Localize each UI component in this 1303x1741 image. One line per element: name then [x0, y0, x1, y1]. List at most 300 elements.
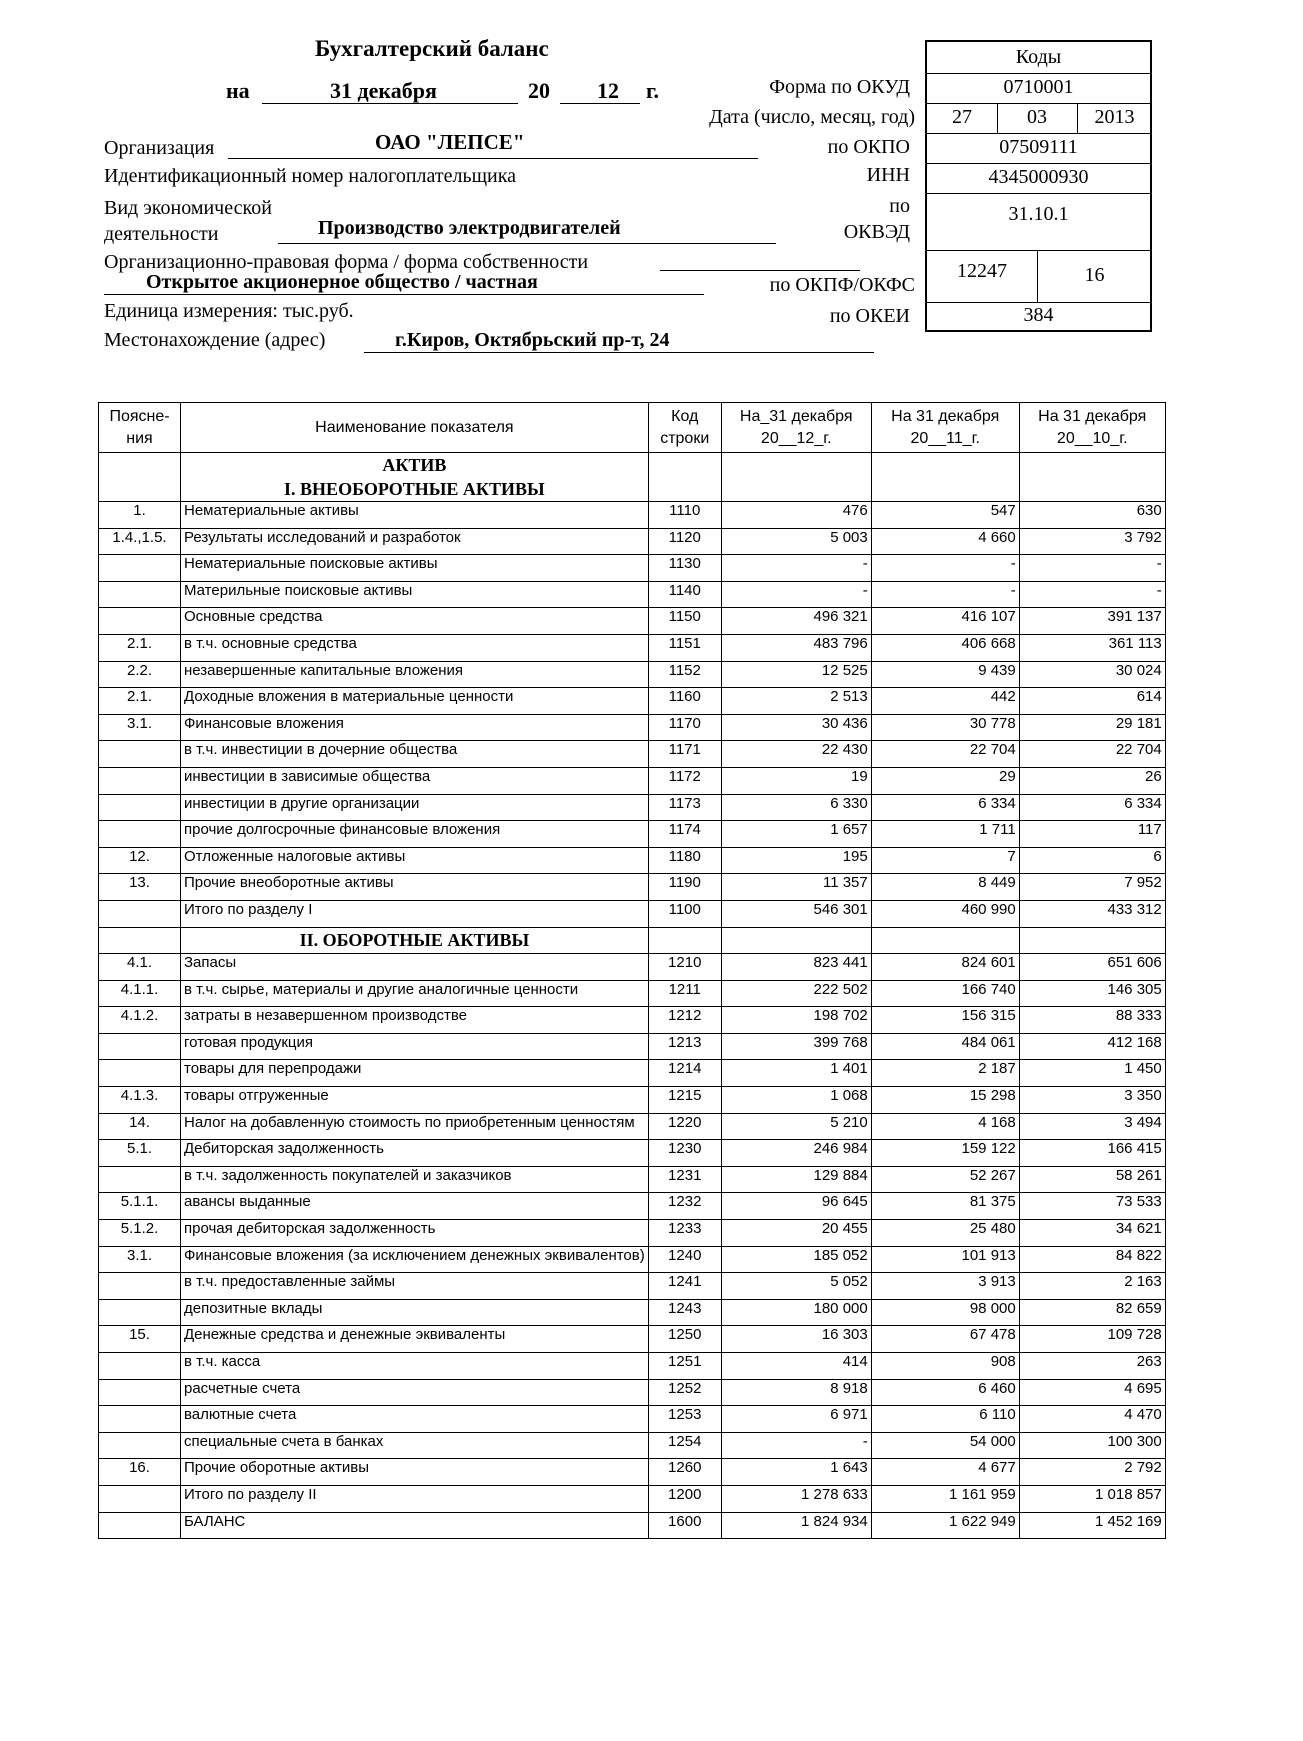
organization-label: Организация [104, 137, 215, 159]
value-2011-cell: 6 460 [871, 1379, 1019, 1406]
table-row [99, 1060, 1166, 1087]
okved-label-1: по [889, 195, 910, 217]
value-2011-cell: 6 110 [871, 1406, 1019, 1433]
value-2012-cell: 246 984 [721, 1140, 871, 1167]
value-2012-cell: 1 824 934 [721, 1512, 871, 1539]
indicator-name-cell: в т.ч. предоставленные займы [181, 1273, 649, 1300]
indicator-name-cell: Итого по разделу II [181, 1485, 649, 1512]
note-cell [99, 741, 181, 768]
aktiv-title: АКТИВ [382, 455, 447, 475]
note-cell [99, 1379, 181, 1406]
value-2010-cell: 7 952 [1019, 874, 1165, 901]
table-row [99, 1353, 1166, 1380]
table-row [99, 954, 1166, 981]
indicator-name-cell: прочая дебиторская задолженность [181, 1220, 649, 1247]
okopf-value: 12247 [957, 260, 1007, 282]
value-2011-cell: 547 [871, 502, 1019, 529]
line-code-cell: 1215 [648, 1087, 721, 1114]
section-2-title: II. ОБОРОТНЫЕ АКТИВЫ [299, 929, 530, 950]
okfs-value: 16 [1084, 264, 1105, 286]
note-cell [99, 608, 181, 635]
line-code-cell: 1232 [648, 1193, 721, 1220]
value-2012-cell: 19 [721, 767, 871, 794]
table-row [99, 555, 1166, 582]
indicator-name-cell: Итого по разделу I [181, 900, 649, 927]
col-2012-header: На_31 декабря 20__12_г. [721, 403, 871, 453]
line-code-cell: 1243 [648, 1299, 721, 1326]
value-2012-cell: 222 502 [721, 980, 871, 1007]
okud-value: 0710001 [1003, 76, 1074, 98]
value-2011-cell: 1 711 [871, 821, 1019, 848]
line-code-cell: 1251 [648, 1353, 721, 1380]
col-name-header: Наименование показателя [181, 403, 649, 453]
table-row [99, 1326, 1166, 1353]
note-cell: 2.1. [99, 634, 181, 661]
line-code-cell: 1110 [648, 502, 721, 529]
section-1-title: I. ВНЕОБОРОТНЫЕ АКТИВЫ [284, 479, 545, 499]
value-2012-cell: 6 330 [721, 794, 871, 821]
value-2011-cell: 442 [871, 688, 1019, 715]
value-2012-cell: 195 [721, 847, 871, 874]
line-code-cell: 1170 [648, 714, 721, 741]
table-row [99, 741, 1166, 768]
indicator-name-cell: Нематериальные активы [181, 502, 649, 529]
table-row [99, 1379, 1166, 1406]
okopf-label: по ОКПФ/ОКФС [769, 274, 915, 296]
value-2012-cell: 12 525 [721, 661, 871, 688]
line-code-cell: 1260 [648, 1459, 721, 1486]
line-code-cell: 1151 [648, 634, 721, 661]
okved-value: 31.10.1 [1008, 203, 1069, 225]
table-row [99, 1406, 1166, 1433]
line-code-cell: 1213 [648, 1033, 721, 1060]
value-2012-cell: 180 000 [721, 1299, 871, 1326]
report-year-suffix: 12 [597, 78, 619, 103]
value-2010-cell: 109 728 [1019, 1326, 1165, 1353]
indicator-name-cell: авансы выданные [181, 1193, 649, 1220]
col-note-header: Поясне- ния [99, 403, 181, 453]
value-2010-cell: - [1019, 555, 1165, 582]
value-2012-cell: 399 768 [721, 1033, 871, 1060]
indicator-name-cell: инвестиции в зависимые общества [181, 767, 649, 794]
indicator-name-cell: специальные счета в банках [181, 1432, 649, 1459]
value-2011-cell: 6 334 [871, 794, 1019, 821]
value-2012-cell: 546 301 [721, 900, 871, 927]
value-2012-cell: 16 303 [721, 1326, 871, 1353]
value-2011-cell: 908 [871, 1353, 1019, 1380]
table-row [99, 1459, 1166, 1486]
activity-label-1: Вид экономической [104, 197, 272, 219]
value-2011-cell: 156 315 [871, 1007, 1019, 1034]
line-code-cell: 1130 [648, 555, 721, 582]
table-row [99, 1220, 1166, 1247]
value-2010-cell: 117 [1019, 821, 1165, 848]
note-cell: 12. [99, 847, 181, 874]
value-2012-cell: 823 441 [721, 954, 871, 981]
line-code-cell: 1173 [648, 794, 721, 821]
value-2010-cell: 3 350 [1019, 1087, 1165, 1114]
indicator-name-cell: товары отгруженные [181, 1087, 649, 1114]
report-year-prefix: 20 [528, 78, 550, 103]
indicator-name-cell: в т.ч. касса [181, 1353, 649, 1380]
date-prefix: на [226, 78, 250, 103]
line-code-cell: 1233 [648, 1220, 721, 1247]
indicator-name-cell: Материльные поисковые активы [181, 581, 649, 608]
value-2011-cell: - [871, 555, 1019, 582]
note-cell [99, 900, 181, 927]
value-2012-cell: 96 645 [721, 1193, 871, 1220]
value-2010-cell: 651 606 [1019, 954, 1165, 981]
table-row [99, 714, 1166, 741]
address-label: Местонахождение (адрес) [104, 329, 326, 351]
activity-value: Производство электродвигателей [318, 217, 621, 239]
table-row [99, 1299, 1166, 1326]
codes-title: Коды [1015, 46, 1062, 68]
table-row [99, 502, 1166, 529]
line-code-cell: 1200 [648, 1485, 721, 1512]
note-cell: 5.1. [99, 1140, 181, 1167]
value-2010-cell: 1 452 169 [1019, 1512, 1165, 1539]
line-code-cell: 1180 [648, 847, 721, 874]
line-code-cell: 1100 [648, 900, 721, 927]
date-month-value: 03 [1027, 106, 1047, 128]
indicator-name-cell: инвестиции в другие организации [181, 794, 649, 821]
note-cell [99, 1512, 181, 1539]
line-code-cell: 1160 [648, 688, 721, 715]
table-row [99, 688, 1166, 715]
value-2010-cell: 1 450 [1019, 1060, 1165, 1087]
table-row [99, 528, 1166, 555]
note-cell [99, 821, 181, 848]
line-code-cell: 1210 [648, 954, 721, 981]
indicator-name-cell: депозитные вклады [181, 1299, 649, 1326]
note-cell [99, 1406, 181, 1433]
table-row [99, 874, 1166, 901]
note-cell: 3.1. [99, 1246, 181, 1273]
value-2012-cell: 1 657 [721, 821, 871, 848]
okved-label-2: ОКВЭД [843, 221, 910, 243]
value-2011-cell: 1 622 949 [871, 1512, 1019, 1539]
value-2010-cell: 146 305 [1019, 980, 1165, 1007]
value-2011-cell: 824 601 [871, 954, 1019, 981]
inn-code-label: ИНН [866, 164, 910, 186]
indicator-name-cell: валютные счета [181, 1406, 649, 1433]
value-2010-cell: 263 [1019, 1353, 1165, 1380]
value-2011-cell: 484 061 [871, 1033, 1019, 1060]
section-1-header-row [99, 453, 1166, 502]
indicator-name-cell: Прочие оборотные активы [181, 1459, 649, 1486]
note-cell: 16. [99, 1459, 181, 1486]
table-row [99, 1246, 1166, 1273]
value-2011-cell: 7 [871, 847, 1019, 874]
value-2010-cell: 100 300 [1019, 1432, 1165, 1459]
value-2012-cell: 20 455 [721, 1220, 871, 1247]
indicator-name-cell: Прочие внеоборотные активы [181, 874, 649, 901]
organization-name: ОАО "ЛЕПСЕ" [375, 130, 525, 154]
value-2010-cell: 433 312 [1019, 900, 1165, 927]
value-2011-cell: 25 480 [871, 1220, 1019, 1247]
value-2011-cell: 4 168 [871, 1113, 1019, 1140]
note-cell [99, 794, 181, 821]
legal-form-value: Открытое акционерное общество / частная [146, 271, 538, 293]
value-2010-cell: 412 168 [1019, 1033, 1165, 1060]
value-2012-cell: 414 [721, 1353, 871, 1380]
value-2010-cell: 30 024 [1019, 661, 1165, 688]
line-code-cell: 1140 [648, 581, 721, 608]
value-2011-cell: 3 913 [871, 1273, 1019, 1300]
note-cell: 4.1. [99, 954, 181, 981]
line-code-cell: 1120 [648, 528, 721, 555]
line-code-cell: 1211 [648, 980, 721, 1007]
value-2011-cell: 30 778 [871, 714, 1019, 741]
value-2012-cell: 22 430 [721, 741, 871, 768]
okud-label: Форма по ОКУД [769, 76, 910, 98]
value-2012-cell: - [721, 555, 871, 582]
value-2011-cell: 166 740 [871, 980, 1019, 1007]
okpo-value: 07509111 [999, 136, 1078, 158]
indicator-name-cell: в т.ч. инвестиции в дочерние общества [181, 741, 649, 768]
indicator-name-cell: в т.ч. основные средства [181, 634, 649, 661]
note-cell [99, 1432, 181, 1459]
value-2010-cell: 3 792 [1019, 528, 1165, 555]
note-cell [99, 1299, 181, 1326]
indicator-name-cell: Нематериальные поисковые активы [181, 555, 649, 582]
note-cell [99, 1033, 181, 1060]
value-2012-cell: 496 321 [721, 608, 871, 635]
value-2010-cell: 84 822 [1019, 1246, 1165, 1273]
table-row [99, 980, 1166, 1007]
table-row [99, 1273, 1166, 1300]
table-row [99, 794, 1166, 821]
line-code-cell: 1230 [648, 1140, 721, 1167]
value-2011-cell: 54 000 [871, 1432, 1019, 1459]
value-2011-cell: 98 000 [871, 1299, 1019, 1326]
line-code-cell: 1254 [648, 1432, 721, 1459]
value-2012-cell: 198 702 [721, 1007, 871, 1034]
value-2012-cell: 1 278 633 [721, 1485, 871, 1512]
value-2010-cell: 614 [1019, 688, 1165, 715]
table-row [99, 1140, 1166, 1167]
value-2011-cell: 8 449 [871, 874, 1019, 901]
value-2010-cell: 4 695 [1019, 1379, 1165, 1406]
address-value: г.Киров, Октябрьский пр-т, 24 [395, 329, 670, 351]
value-2011-cell: 460 990 [871, 900, 1019, 927]
table-row [99, 634, 1166, 661]
value-2010-cell: 2 792 [1019, 1459, 1165, 1486]
table-row [99, 767, 1166, 794]
value-2011-cell: - [871, 581, 1019, 608]
value-2011-cell: 406 668 [871, 634, 1019, 661]
value-2010-cell: 3 494 [1019, 1113, 1165, 1140]
value-2012-cell: 6 971 [721, 1406, 871, 1433]
line-code-cell: 1214 [648, 1060, 721, 1087]
date-code-label: Дата (число, месяц, год) [709, 106, 915, 128]
value-2012-cell: 1 401 [721, 1060, 871, 1087]
note-cell [99, 581, 181, 608]
value-2012-cell: 2 513 [721, 688, 871, 715]
table-row [99, 847, 1166, 874]
line-code-cell: 1150 [648, 608, 721, 635]
table-row [99, 1432, 1166, 1459]
value-2010-cell: 58 261 [1019, 1166, 1165, 1193]
note-cell: 4.1.3. [99, 1087, 181, 1114]
value-2010-cell: 88 333 [1019, 1007, 1165, 1034]
value-2010-cell: 22 704 [1019, 741, 1165, 768]
table-row [99, 821, 1166, 848]
note-cell: 1.4.,1.5. [99, 528, 181, 555]
value-2011-cell: 81 375 [871, 1193, 1019, 1220]
indicator-name-cell: Дебиторская задолженность [181, 1140, 649, 1167]
indicator-name-cell: товары для перепродажи [181, 1060, 649, 1087]
value-2012-cell: 11 357 [721, 874, 871, 901]
line-code-cell: 1152 [648, 661, 721, 688]
value-2010-cell: 82 659 [1019, 1299, 1165, 1326]
value-2011-cell: 52 267 [871, 1166, 1019, 1193]
note-cell [99, 1485, 181, 1512]
line-code-cell: 1253 [648, 1406, 721, 1433]
value-2011-cell: 22 704 [871, 741, 1019, 768]
balance-total-row [99, 1512, 1166, 1539]
line-code-cell: 1231 [648, 1166, 721, 1193]
codes-box [925, 40, 1152, 332]
line-code-cell: 1212 [648, 1007, 721, 1034]
table-row [99, 1087, 1166, 1114]
value-2010-cell: 361 113 [1019, 634, 1165, 661]
value-2011-cell: 4 677 [871, 1459, 1019, 1486]
indicator-name-cell: готовая продукция [181, 1033, 649, 1060]
value-2011-cell: 416 107 [871, 608, 1019, 635]
value-2012-cell: 129 884 [721, 1166, 871, 1193]
value-2011-cell: 4 660 [871, 528, 1019, 555]
indicator-name-cell: Денежные средства и денежные эквиваленты [181, 1326, 649, 1353]
note-cell: 2.2. [99, 661, 181, 688]
date-day-value: 27 [952, 106, 972, 128]
report-year-g: г. [646, 78, 660, 103]
value-2011-cell: 29 [871, 767, 1019, 794]
indicator-name-cell: Основные средства [181, 608, 649, 635]
value-2011-cell: 1 161 959 [871, 1485, 1019, 1512]
value-2012-cell: 476 [721, 502, 871, 529]
value-2010-cell: - [1019, 581, 1165, 608]
inn-value: 4345000930 [988, 166, 1089, 188]
note-cell [99, 1166, 181, 1193]
table-row [99, 1007, 1166, 1034]
balance-table [98, 402, 1166, 1539]
okei-label: по ОКЕИ [829, 305, 910, 327]
date-year-value: 2013 [1094, 106, 1135, 128]
col-code-header: Код строки [648, 403, 721, 453]
value-2011-cell: 9 439 [871, 661, 1019, 688]
inn-label: Идентификационный номер налогоплательщика [104, 165, 517, 187]
note-cell [99, 1273, 181, 1300]
activity-label-2: деятельности [104, 223, 219, 245]
line-code-cell: 1172 [648, 767, 721, 794]
table-row [99, 1193, 1166, 1220]
note-cell: 14. [99, 1113, 181, 1140]
col-2011-header: На 31 декабря 20__11_г. [871, 403, 1019, 453]
line-code-cell: 1171 [648, 741, 721, 768]
unit-label: Единица измерения: тыс.руб. [104, 300, 354, 322]
line-code-cell: 1240 [648, 1246, 721, 1273]
value-2011-cell: 67 478 [871, 1326, 1019, 1353]
note-cell: 15. [99, 1326, 181, 1353]
value-2010-cell: 391 137 [1019, 608, 1165, 635]
value-2012-cell: 483 796 [721, 634, 871, 661]
value-2010-cell: 26 [1019, 767, 1165, 794]
value-2010-cell: 2 163 [1019, 1273, 1165, 1300]
note-cell [99, 1060, 181, 1087]
note-cell: 4.1.1. [99, 980, 181, 1007]
value-2010-cell: 166 415 [1019, 1140, 1165, 1167]
line-code-cell: 1241 [648, 1273, 721, 1300]
col-2010-header: На 31 декабря 20__10_г. [1019, 403, 1165, 453]
value-2011-cell: 101 913 [871, 1246, 1019, 1273]
line-code-cell: 1174 [648, 821, 721, 848]
table-header-row [99, 403, 1166, 453]
legal-form-label: Организационно-правовая форма / форма собственности [104, 251, 589, 273]
value-2012-cell: 5 052 [721, 1273, 871, 1300]
document-title: Бухгалтерский баланс [315, 36, 549, 61]
value-2012-cell: - [721, 1432, 871, 1459]
indicator-name-cell: Финансовые вложения (за исключением денежных эквивалентов) [181, 1246, 649, 1273]
section-2-total-row [99, 1485, 1166, 1512]
report-date: 31 декабря [330, 78, 437, 103]
table-row [99, 661, 1166, 688]
table-row [99, 1166, 1166, 1193]
value-2010-cell: 6 [1019, 847, 1165, 874]
indicator-name-cell: Запасы [181, 954, 649, 981]
value-2010-cell: 6 334 [1019, 794, 1165, 821]
value-2012-cell: 8 918 [721, 1379, 871, 1406]
line-code-cell: 1220 [648, 1113, 721, 1140]
note-cell: 13. [99, 874, 181, 901]
indicator-name-cell: Финансовые вложения [181, 714, 649, 741]
section-2-header-row [99, 927, 1166, 954]
line-code-cell: 1190 [648, 874, 721, 901]
value-2012-cell: 185 052 [721, 1246, 871, 1273]
indicator-name-cell: Налог на добавленную стоимость по приобретенным ценностям [181, 1113, 649, 1140]
table-row [99, 608, 1166, 635]
indicator-name-cell: незавершенные капитальные вложения [181, 661, 649, 688]
value-2011-cell: 159 122 [871, 1140, 1019, 1167]
indicator-name-cell: затраты в незавершенном производстве [181, 1007, 649, 1034]
indicator-name-cell: Отложенные налоговые активы [181, 847, 649, 874]
indicator-name-cell: Результаты исследований и разработок [181, 528, 649, 555]
section-1-total-row [99, 900, 1166, 927]
value-2011-cell: 15 298 [871, 1087, 1019, 1114]
line-code-cell: 1250 [648, 1326, 721, 1353]
value-2010-cell: 34 621 [1019, 1220, 1165, 1247]
okei-value: 384 [1023, 304, 1054, 326]
note-cell: 3.1. [99, 714, 181, 741]
table-row [99, 1113, 1166, 1140]
value-2012-cell: - [721, 581, 871, 608]
indicator-name-cell: БАЛАНС [181, 1512, 649, 1539]
indicator-name-cell: в т.ч. задолженность покупателей и заказчиков [181, 1166, 649, 1193]
note-cell [99, 555, 181, 582]
value-2012-cell: 30 436 [721, 714, 871, 741]
indicator-name-cell: в т.ч. сырье, материалы и другие аналогичные ценности [181, 980, 649, 1007]
indicator-name-cell: расчетные счета [181, 1379, 649, 1406]
note-cell [99, 1353, 181, 1380]
value-2010-cell: 4 470 [1019, 1406, 1165, 1433]
value-2010-cell: 1 018 857 [1019, 1485, 1165, 1512]
value-2012-cell: 1 643 [721, 1459, 871, 1486]
value-2012-cell: 1 068 [721, 1087, 871, 1114]
indicator-name-cell: Доходные вложения в материальные ценности [181, 688, 649, 715]
note-cell: 2.1. [99, 688, 181, 715]
note-cell: 5.1.1. [99, 1193, 181, 1220]
